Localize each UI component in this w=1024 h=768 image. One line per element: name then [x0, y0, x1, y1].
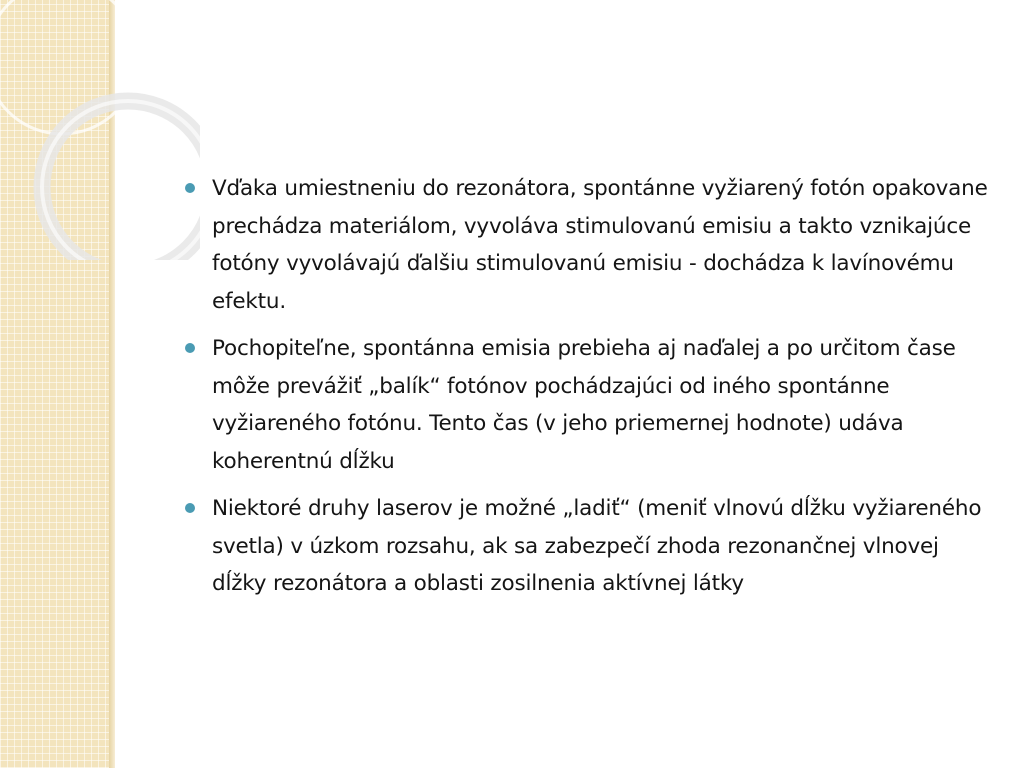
slide-content	[182, 170, 997, 613]
bullet-item	[182, 490, 997, 603]
bullet-item	[182, 330, 997, 480]
bullet-text: Niektoré druhy laserov je možné „ladiť“ (meniť vlnovú dĺžku vyžiareného svetla) v úzkom rozsahu, ak sa zabezpečí zhoda rezonančnej vlnovej dĺžky rezonátora a oblasti zosilnenia aktívnej látky	[212, 496, 982, 596]
ring-decoration-icon	[0, 0, 200, 260]
bullet-list	[182, 170, 997, 603]
bullet-item	[182, 170, 997, 320]
bullet-dot-icon	[185, 183, 195, 193]
bullet-text: Pochopiteľne, spontánna emisia prebieha aj naďalej a po určitom čase môže prevážiť „balík“ fotónov pochádzajúci od iného spontánne vyžiareného fotónu. Tento čas (v jeho priemernej hodnote) udáva koherentnú dĺžku	[212, 336, 956, 474]
bullet-text: Vďaka umiestneniu do rezonátora, spontánne vyžiarený fotón opakovane prechádza materiálom, vyvoláva stimulovanú emisiu a takto vznikajúce fotóny vyvolávajú ďalšiu stimulovanú emisiu - dochádza k lavínovému efektu.	[212, 176, 988, 314]
bullet-dot-icon	[185, 343, 195, 353]
bullet-dot-icon	[185, 503, 195, 513]
